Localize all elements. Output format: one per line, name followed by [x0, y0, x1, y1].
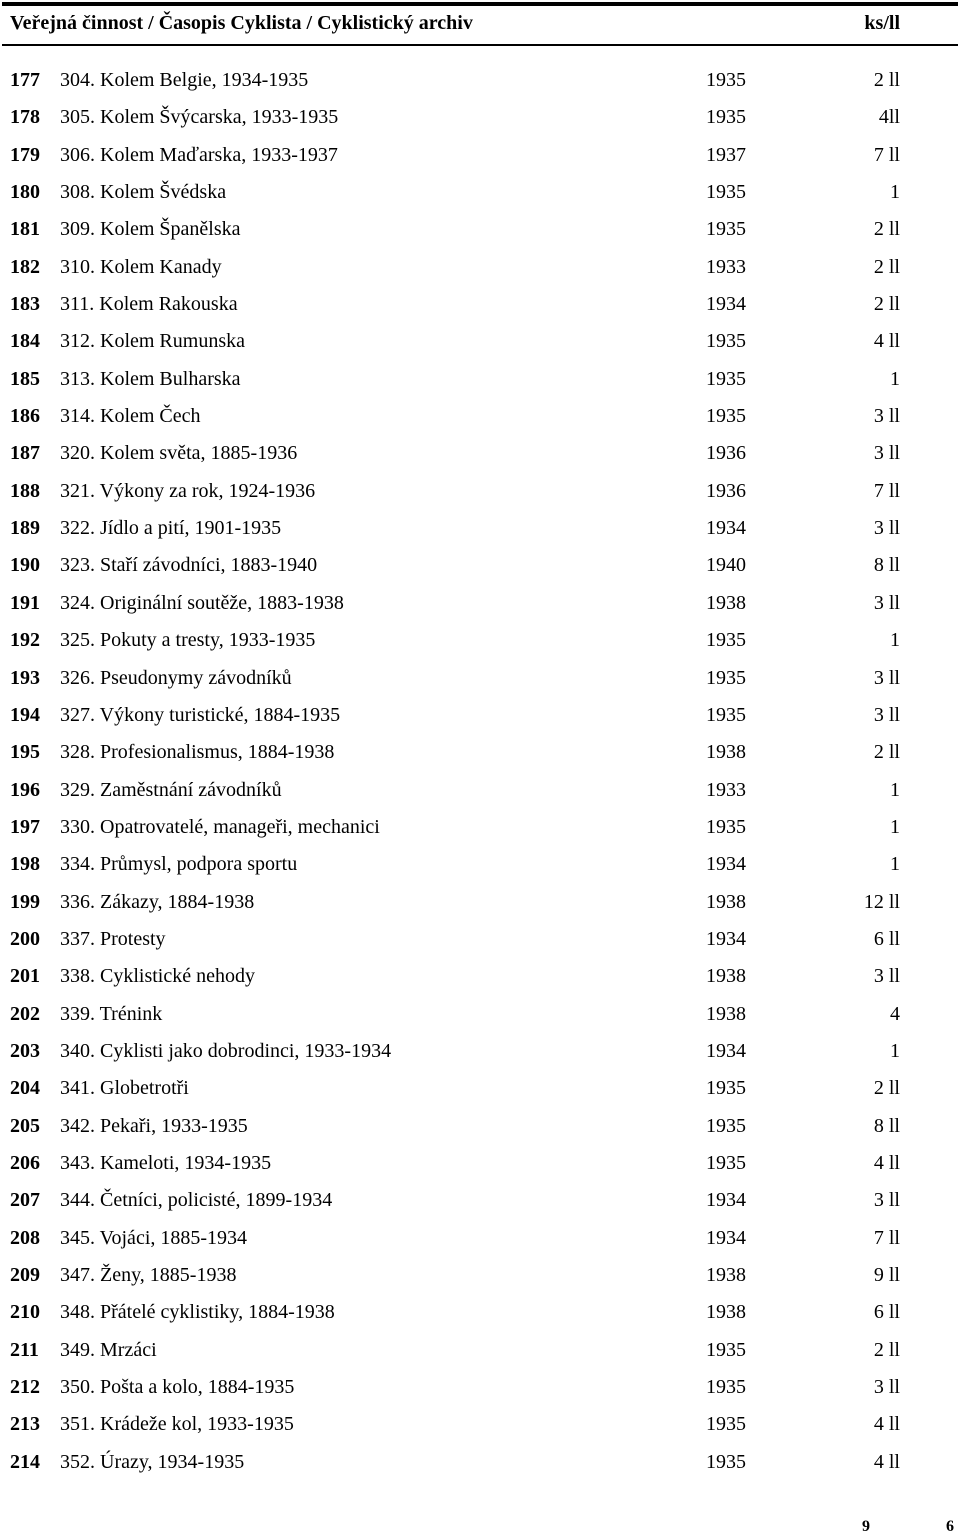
list-item [0, 1108, 960, 1145]
list-item [0, 174, 960, 211]
item-year: 1940 [706, 554, 746, 577]
item-quantity: 3 ll [873, 442, 900, 465]
list-item [0, 772, 960, 809]
item-quantity: 4ll [878, 106, 900, 129]
list-item [0, 435, 960, 472]
list-item [0, 809, 960, 846]
item-year: 1935 [706, 1450, 746, 1473]
item-quantity: 3 ll [873, 405, 900, 428]
archive-list [0, 62, 960, 1481]
item-index: 201 [10, 965, 40, 988]
item-year: 1935 [706, 1114, 746, 1137]
item-quantity: 4 ll [873, 1151, 900, 1174]
item-title: 325. Pokuty a tresty, 1933-1935 [60, 629, 316, 652]
item-quantity: 4 ll [873, 330, 900, 353]
list-item [0, 510, 960, 547]
item-quantity: 7 ll [873, 1226, 900, 1249]
item-year: 1938 [706, 965, 746, 988]
item-year: 1935 [706, 106, 746, 129]
item-index: 178 [10, 106, 40, 129]
item-quantity: 2 ll [873, 255, 900, 278]
item-title: 320. Kolem světa, 1885-1936 [60, 442, 298, 465]
list-item [0, 286, 960, 323]
item-title: 327. Výkony turistické, 1884-1935 [60, 703, 341, 726]
list-item [0, 99, 960, 136]
item-quantity: 1 [890, 629, 900, 652]
item-index: 195 [10, 741, 40, 764]
item-index: 192 [10, 629, 40, 652]
item-index: 183 [10, 293, 40, 316]
item-title: 324. Originální soutěže, 1883-1938 [60, 591, 344, 614]
list-item [0, 585, 960, 622]
item-quantity: 3 ll [873, 965, 900, 988]
item-title: 328. Profesionalismus, 1884-1938 [60, 741, 335, 764]
list-item [0, 846, 960, 883]
item-index: 196 [10, 778, 40, 801]
item-index: 208 [10, 1226, 40, 1249]
item-year: 1933 [706, 778, 746, 801]
list-item [0, 734, 960, 771]
item-year: 1935 [706, 815, 746, 838]
item-index: 203 [10, 1039, 40, 1062]
item-title: 347. Ženy, 1885-1938 [60, 1264, 237, 1286]
list-item [0, 660, 960, 697]
item-title: 342. Pekaři, 1933-1935 [60, 1114, 248, 1137]
item-index: 206 [10, 1151, 40, 1174]
item-title: 334. Průmysl, podpora sportu [60, 853, 298, 876]
item-title: 310. Kolem Kanady [60, 255, 222, 278]
item-index: 213 [10, 1413, 40, 1436]
item-title: 322. Jídlo a pití, 1901-1935 [60, 517, 282, 540]
list-item [0, 1369, 960, 1406]
item-title: 343. Kameloti, 1934-1935 [60, 1151, 272, 1174]
item-title: 339. Trénink [60, 1002, 163, 1025]
item-year: 1935 [706, 1376, 746, 1399]
item-title: 351. Krádeže kol, 1933-1935 [60, 1413, 294, 1436]
list-item [0, 1145, 960, 1182]
item-index: 182 [10, 255, 40, 278]
item-quantity: 2 ll [873, 69, 900, 91]
top-rule [2, 2, 958, 6]
item-quantity: 3 ll [873, 1376, 900, 1399]
item-year: 1938 [706, 1264, 746, 1286]
list-item [0, 1182, 960, 1219]
item-index: 190 [10, 554, 40, 577]
item-year: 1935 [706, 405, 746, 428]
list-item [0, 1294, 960, 1331]
item-year: 1936 [706, 479, 746, 502]
item-title: 338. Cyklistické nehody [60, 965, 255, 988]
item-title: 348. Přátelé cyklistiky, 1884-1938 [60, 1301, 335, 1324]
item-quantity: 2 ll [873, 1077, 900, 1100]
item-index: 205 [10, 1114, 40, 1137]
item-title: 330. Opatrovatelé, manageři, mechanici [60, 815, 380, 838]
item-quantity: 3 ll [873, 591, 900, 614]
item-quantity: 3 ll [873, 666, 900, 689]
item-title: 345. Vojáci, 1885-1934 [60, 1226, 248, 1249]
item-title: 336. Zákazy, 1884-1938 [60, 890, 255, 913]
item-title: 311. Kolem Rakouska [60, 293, 238, 316]
item-index: 210 [10, 1301, 40, 1324]
item-quantity: 8 ll [873, 554, 900, 577]
item-index: 194 [10, 703, 40, 726]
list-item [0, 1070, 960, 1107]
item-year: 1934 [706, 1226, 746, 1249]
item-index: 181 [10, 218, 40, 241]
item-title: 337. Protesty [60, 927, 166, 950]
item-year: 1935 [706, 666, 746, 689]
list-item [0, 996, 960, 1033]
list-item [0, 1444, 960, 1481]
item-year: 1935 [706, 1077, 746, 1100]
item-quantity: 9 ll [873, 1264, 900, 1286]
list-item [0, 1033, 960, 1070]
item-index: 193 [10, 666, 40, 689]
item-title: 313. Kolem Bulharska [60, 367, 241, 390]
item-title: 314. Kolem Čech [60, 405, 201, 428]
item-year: 1937 [706, 143, 746, 166]
item-quantity: 6 ll [873, 927, 900, 950]
item-index: 214 [10, 1450, 40, 1473]
item-index: 204 [10, 1077, 40, 1100]
item-year: 1938 [706, 741, 746, 764]
item-title: 344. Četníci, policisté, 1899-1934 [60, 1189, 333, 1212]
item-year: 1938 [706, 890, 746, 913]
item-title: 349. Mrzáci [60, 1338, 157, 1361]
item-quantity: 2 ll [873, 293, 900, 316]
list-item [0, 473, 960, 510]
item-year: 1935 [706, 703, 746, 726]
item-year: 1934 [706, 293, 746, 316]
item-index: 207 [10, 1189, 40, 1212]
item-year: 1934 [706, 853, 746, 876]
list-item [0, 62, 960, 99]
item-quantity: 1 [890, 853, 900, 876]
list-item [0, 958, 960, 995]
list-item [0, 622, 960, 659]
header-rule [2, 44, 958, 46]
item-index: 180 [10, 181, 40, 204]
item-year: 1935 [706, 330, 746, 353]
list-item [0, 398, 960, 435]
item-quantity: 7 ll [873, 479, 900, 502]
list-item [0, 1257, 960, 1294]
item-quantity: 1 [890, 181, 900, 204]
list-item [0, 1332, 960, 1369]
item-index: 198 [10, 853, 40, 876]
item-index: 187 [10, 442, 40, 465]
list-item [0, 249, 960, 286]
item-title: 323. Staří závodníci, 1883-1940 [60, 554, 318, 577]
list-item [0, 547, 960, 584]
item-title: 312. Kolem Rumunska [60, 330, 245, 353]
item-year: 1934 [706, 1039, 746, 1062]
item-year: 1934 [706, 517, 746, 540]
item-year: 1935 [706, 1338, 746, 1361]
item-year: 1933 [706, 255, 746, 278]
list-item [0, 323, 960, 360]
item-index: 186 [10, 405, 40, 428]
item-year: 1935 [706, 181, 746, 204]
item-quantity: 2 ll [873, 218, 900, 241]
item-title: 309. Kolem Španělska [60, 218, 241, 241]
item-year: 1935 [706, 1151, 746, 1174]
item-quantity: 3 ll [873, 703, 900, 726]
item-year: 1935 [706, 1413, 746, 1436]
list-item [0, 211, 960, 248]
item-index: 212 [10, 1376, 40, 1399]
list-item [0, 921, 960, 958]
list-item [0, 884, 960, 921]
item-year: 1938 [706, 1002, 746, 1025]
item-quantity: 1 [890, 815, 900, 838]
item-index: 177 [10, 69, 40, 91]
item-year: 1935 [706, 218, 746, 241]
item-title: 304. Kolem Belgie, 1934-1935 [60, 69, 309, 91]
list-item [0, 137, 960, 174]
item-quantity: 2 ll [873, 1338, 900, 1361]
list-item [0, 697, 960, 734]
footer-number-left: 9 [862, 1518, 870, 1535]
item-quantity: 6 ll [873, 1301, 900, 1324]
item-index: 209 [10, 1264, 40, 1286]
item-quantity: 4 ll [873, 1450, 900, 1473]
item-index: 200 [10, 927, 40, 950]
item-year: 1938 [706, 591, 746, 614]
item-quantity: 1 [890, 778, 900, 801]
list-item [0, 1220, 960, 1257]
page-title: Veřejná činnost / Časopis Cyklista / Cyklistický archiv [10, 12, 473, 34]
item-index: 179 [10, 143, 40, 166]
item-year: 1938 [706, 1301, 746, 1324]
page-header [0, 8, 960, 42]
item-index: 202 [10, 1002, 40, 1025]
item-quantity: 8 ll [873, 1114, 900, 1137]
footer-number-right: 6 [946, 1518, 954, 1535]
item-title: 329. Zaměstnání závodníků [60, 778, 282, 801]
item-title: 308. Kolem Švédska [60, 181, 227, 204]
item-quantity: 12 ll [863, 890, 900, 913]
item-year: 1935 [706, 367, 746, 390]
item-title: 341. Globetrotři [60, 1077, 189, 1100]
item-quantity: 1 [890, 1039, 900, 1062]
item-year: 1934 [706, 1189, 746, 1212]
item-title: 326. Pseudonymy závodníků [60, 666, 292, 689]
item-title: 306. Kolem Maďarska, 1933-1937 [60, 143, 338, 166]
item-quantity: 2 ll [873, 741, 900, 764]
item-year: 1936 [706, 442, 746, 465]
item-quantity: 1 [890, 367, 900, 390]
item-index: 188 [10, 479, 40, 502]
item-index: 197 [10, 815, 40, 838]
item-index: 184 [10, 330, 40, 353]
item-quantity: 3 ll [873, 1189, 900, 1212]
item-index: 191 [10, 591, 40, 614]
item-index: 189 [10, 517, 40, 540]
unit-label: ks/ll [864, 12, 900, 34]
item-quantity: 3 ll [873, 517, 900, 540]
list-item [0, 361, 960, 398]
item-title: 340. Cyklisti jako dobrodinci, 1933-1934 [60, 1039, 392, 1062]
item-index: 199 [10, 890, 40, 913]
item-quantity: 4 ll [873, 1413, 900, 1436]
item-index: 211 [10, 1338, 39, 1361]
item-title: 352. Úrazy, 1934-1935 [60, 1450, 245, 1473]
item-title: 350. Pošta a kolo, 1884-1935 [60, 1376, 295, 1399]
item-index: 185 [10, 367, 40, 390]
item-quantity: 4 [890, 1002, 900, 1025]
item-title: 305. Kolem Švýcarska, 1933-1935 [60, 106, 339, 129]
item-title: 321. Výkony za rok, 1924-1936 [60, 479, 316, 502]
item-year: 1934 [706, 927, 746, 950]
list-item [0, 1406, 960, 1443]
item-year: 1935 [706, 69, 746, 91]
item-quantity: 7 ll [873, 143, 900, 166]
item-year: 1935 [706, 629, 746, 652]
